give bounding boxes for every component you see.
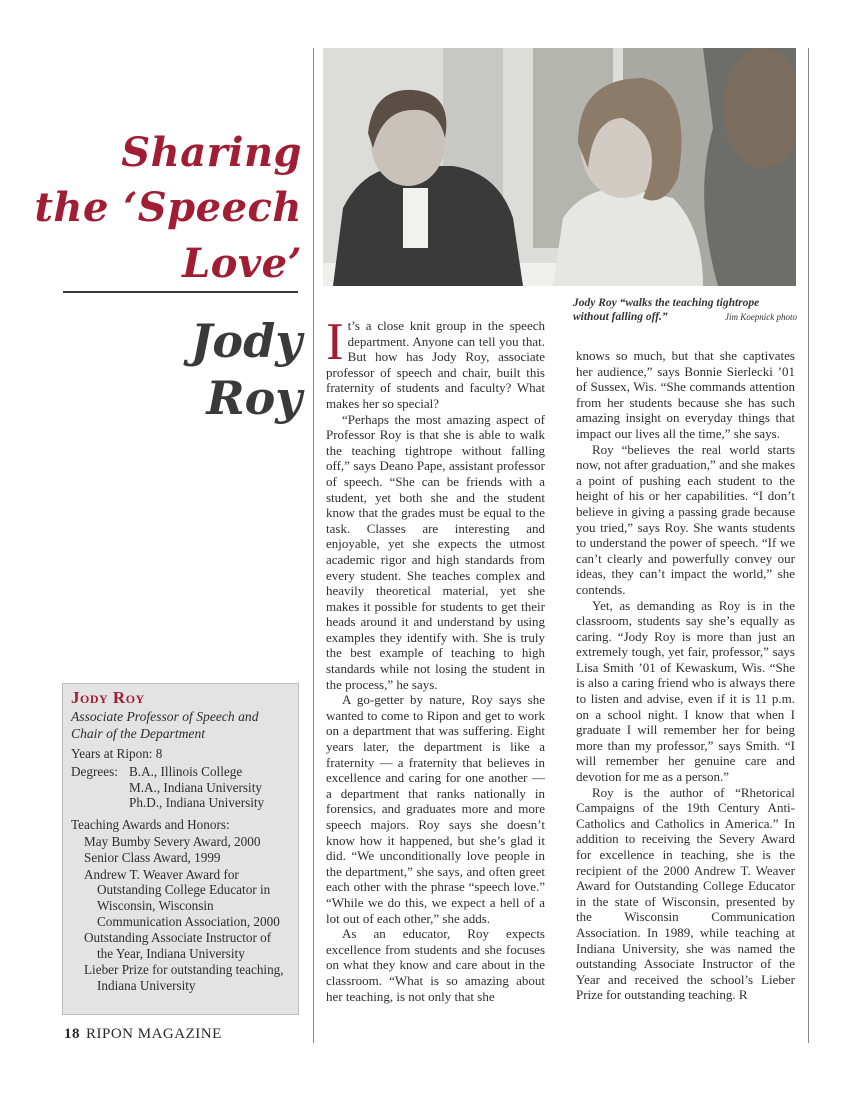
subject-last-name: Roy [206,371,302,425]
photo-credit: Jim Koepnick photo [725,312,797,322]
award-item: Senior Class Award, 1999 [84,850,221,866]
profile-sidebar [62,683,299,1015]
headline-line-1: Sharing [121,129,302,176]
article-column-2 [576,348,795,1003]
degree-item: Ph.D., Indiana University [129,795,265,811]
degrees-label: Degrees: [71,764,118,780]
magazine-name: RIPON MAGAZINE [86,1026,222,1042]
awards-heading: Teaching Awards and Honors: [71,816,230,832]
paragraph: As an educator, Roy expects excellence from students and she focuses on what they know and care about in the classroom. “What is so amazing about her teaching, is not only that she [326,926,545,1004]
sidebar-title: Associate Professor of Speech and Chair of the Department [71,708,259,741]
subject-first-name: Jody [190,314,302,368]
column-divider-left [313,48,314,1043]
page-number: 18 [64,1026,80,1042]
paragraph: Yet, as demanding as Roy is in the classroom, students say she’s equally as caring. “Jody Roy is more than just an extremely tough, yet fair, professor,” says Lisa Smith ’01 of Kewaskum, Wis. “She is also a caring friend who is always there to listen and advise, even if it is 11 p.m. on a school night. I know that when I graduate I will remember her for being more than my professor,” says Smith. “I will remember her genuine care and devotion for me as a person.” [576,597,795,785]
photo-illustration [323,48,796,286]
caption-text: Jody Roy “walks the teaching tightrope without falling off.” [573,297,760,323]
paragraph-text: t’s a close knit group in the speech department. Anyone can tell you that. But how has Jody Roy, associate professor of speech and chair, built this fraternity of students and faculty? What makes her so special? [326,318,545,411]
degree-item: M.A., Indiana University [129,779,262,795]
headline-line-2: the ‘Speech [34,184,302,231]
page-footer [64,1026,222,1043]
article-photo [323,48,796,286]
paragraph: Roy “believes the real world starts now, not after graduation,” and she makes a point of pushing each student to the height of his or her capabilities. “I don’t believe in giving a passing grade because you tried,” says Roy. She wants students to understand the power of speech. “If we can’t clearly and powerfully convey our ideas, they can’t impact the world,” she contends. [576,441,795,597]
article-column-1 [326,313,545,1004]
award-item: Lieber Prize for outstanding teaching, Indiana University [84,962,284,993]
award-item: May Bumby Severy Award, 2000 [84,833,261,849]
degree-item: B.A., Illinois College [129,764,243,780]
award-item: Outstanding Associate Instructor of the Year, Indiana University [84,930,272,961]
photo-caption [573,296,797,324]
paragraph: A go-getter by nature, Roy says she wanted to come to Ripon and get to work on a department that was suffering. Eight years later, the department is like a fraternity — a fraternity that believes in excellence and caring for one another — a department that ranks nationally in forensics, and graduates more and more speech majors. Roy says she doesn’t know how it happened, but she’s glad it did. “We unconditionally love people in the department,” she says, and often greet each other with the phrase “speech love.” “While we do this, we expect a hell of a lot out of each other,” she adds. [326,692,545,926]
degrees [71,764,290,811]
column-divider-right [808,48,809,1043]
paragraph: “Perhaps the most amazing aspect of Professor Roy is that she is able to walk the teaching tightrope without falling off,” says Deano Pape, assistant professor of speech. “She can be friends with a student, yet both she and the student know that the grades must be equal to the task. Classes are interesting and enjoyable, yet she expects the utmost academic rigor and high standards from every student. She teaches complex and heavily theoretical material, yet she makes it possible for students to get their heads around it and understand by using examples they identify with. She is truly the best example of teaching to high standards while not losing the student in the process,” he says. [326,411,545,692]
paragraph: knows so much, but that she captivates her audience,” says Bonnie Sierlecki ’01 of Sussex, Wis. “She commands attention from her students because she has such amazing insight on everyday things that impact our lives all the time,” she says. [576,348,795,441]
drop-cap: I [326,313,344,371]
title-rule [63,291,298,293]
paragraph [326,313,545,412]
award-item: Andrew T. Weaver Award for Outstanding College Educator in Wisconsin, Wisconsin Communication Association, 2000 [84,866,280,929]
degree-list [129,764,264,811]
headline-line-3: Love’ [182,240,302,287]
sidebar-name: Jody Roy [71,688,145,707]
years-at-ripon: Years at Ripon: 8 [71,745,163,761]
paragraph: Roy is the author of “Rhetorical Campaigns of the 19th Century Anti-Catholics and Catholics in America.” In addition to receiving the Severy Award for excellence in teaching, she is the recipient of the 2000 Andrew T. Weaver Award for Outstanding College Educator in the state of Wisconsin, presented by the Wisconsin Communication Association. In 1989, while teaching at Indiana University, she was named the outstanding Associate Instructor of the Year and received the school’s Lieber Prize for outstanding teaching. R [576,784,795,1003]
